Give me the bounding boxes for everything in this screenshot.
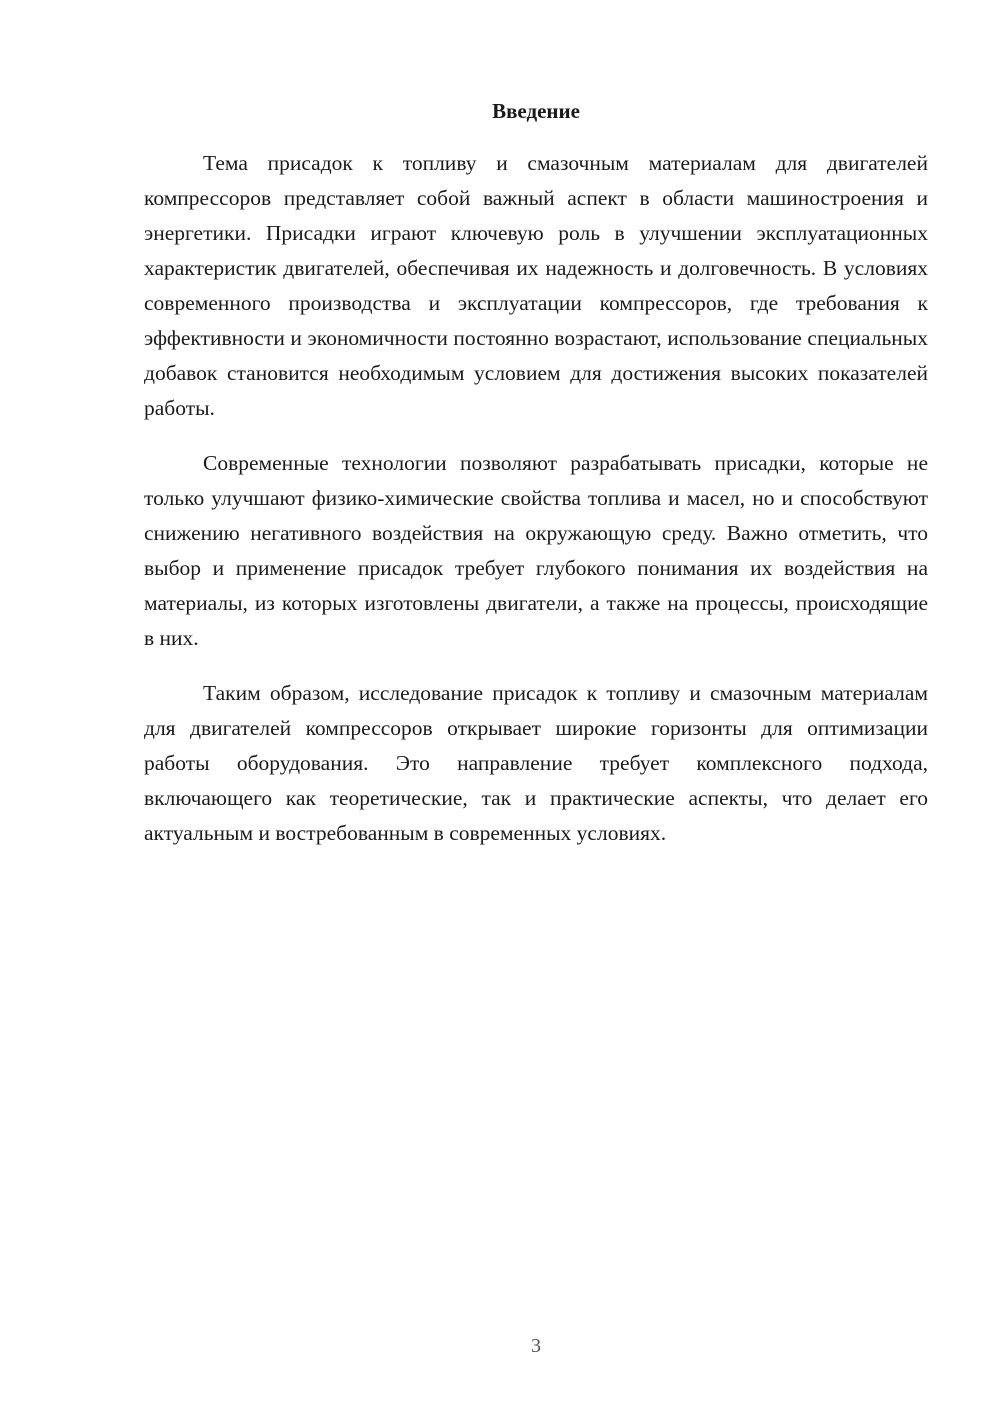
page-number: 3 [531, 1335, 541, 1357]
section-title: Введение [492, 99, 580, 123]
page-content [144, 96, 928, 871]
paragraph-1: Тема присадок к топливу и смазочным материалам для двигателей компрессоров представляет собой важный аспект в области машиностроения и энергетики. Присадки играют ключевую роль в улучшении эксплуатационных характеристик двигателей, обеспечивая их надежность и долговечность. В условиях современного производства и эксплуатации компрессоров, где требования к эффективности и экономичности постоянно возрастают, использование специальных добавок становится необходимым условием для достижения высоких показателей работы. [144, 151, 928, 420]
paragraph-3: Таким образом, исследование присадок к топливу и смазочным материалам для двигателей компрессоров открывает широкие горизонты для оптимизации работы оборудования. Это направление требует комплексного подхода, включающего как теоретические, так и практические аспекты, что делает его актуальным и востребованным в современных условиях. [144, 681, 928, 845]
paragraph-2: Современные технологии позволяют разрабатывать присадки, которые не только улучшают физико-химические свойства топлива и масел, но и способствуют снижению негативного воздействия на окружающую среду. Важно отметить, что выбор и применение присадок требует глубокого понимания их воздействия на материалы, из которых изготовлены двигатели, а также на процессы, происходящие в них. [144, 451, 928, 650]
